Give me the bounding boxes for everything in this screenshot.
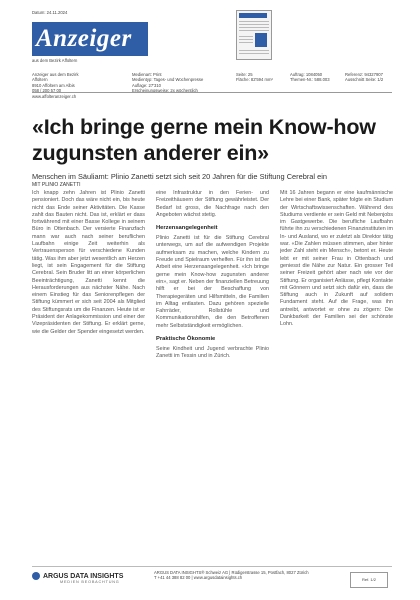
clip-date: Datum: 24.11.2024 <box>32 10 68 15</box>
media-info: Medienart: Print Medientyp: Tages- und Wochenpresse Auflage: 27'310 Erscheinungsweise: 2x wöchentlich <box>132 72 204 94</box>
column-text: Ich knapp zehn Jahren ist Plinio Zanetti pensioniert. Doch das wäre nicht ein, bis heute nicht das Ende seiner Aktivitäten. Die Kasse zahlt das Bauten nicht. Das ist, erklärt er dass fortwährend mit einer Basse Kollege in seinem Büro in Ottenbach. Der versierte Finanzfach mann war auch nach seiner beruflichen Laufbahn einige Zeit weiterhin als Vertrauensperson für verschiedene Kunden tätig. Was ihm aber jetzt wesentlich am Herzen liegt, ist sein Engagement für die Stiftung Cerebral. Sein Bruder litt an einer körperlichen Beeinträchtigung, Zanetti kennt die Herausforderungen aus nächster Nähe. Nach einem Einstieg für das Seniorenpflegen der Stiftung kümmert er sich seit 2004 als Mitglied des Stiftungsrats um die Finanzen. Heute ist er Präsident der Anlagekommission und einer der Vizepräsidenten der Stiftung. Er erklärt gerne, wie die Gelder der Spender eingesetzt werden. <box>32 190 145 335</box>
header-divider <box>32 92 392 93</box>
footer-divider <box>32 566 392 567</box>
footer-code: Ref. 1/2 <box>350 572 388 588</box>
page-info: Seite: 25 Fläche: 82'594 mm² <box>236 72 273 83</box>
order-info: Auftrag: 1084050 Themen-Nr.: 588.003 <box>290 72 330 83</box>
article-column-2 <box>156 190 269 556</box>
newspaper-logo: Anzeiger <box>32 22 148 56</box>
argus-dot-icon <box>32 572 40 580</box>
subheading: Herzensangelegenheit <box>156 225 218 232</box>
subheading: Praktische Ökonomie <box>156 336 216 343</box>
article-headline: «Ich bringe gerne mein Know-how zugunsten anderer ein» <box>32 115 376 165</box>
publisher-info: Anzeiger aus dem Bezirk Affoltern 8910 Affoltern am Albis 058 / 200 57 00 www.affolteranzeiger.ch <box>32 72 79 99</box>
article-author: MIT PLINIO ZANETTI <box>32 182 81 188</box>
article-column-1 <box>32 190 145 556</box>
page-thumbnail <box>236 10 272 60</box>
article-lead: Menschen im Säuliamt: Plinio Zanetti setzt sich seit 20 Jahren für die Stiftung Cerebral ein <box>32 172 327 181</box>
argus-tagline: MEDIEN BEOBACHTUNG <box>60 580 120 584</box>
footer-contact: ARGUS DATA INSIGHTS® Schweiz AG | Rüdigerstrasse 15, Postfach, 8027 Zürich T +41 44 388 82 00 | www.argusdatainsights.ch <box>154 570 309 581</box>
column-text: eine Infrastruktur in den Ferien- und Freizeithäusern der Stiftung gewährleistet. Der Bedarf ist gross, die Nachfrage nach den Angeboten wächst stetig. <box>156 190 269 218</box>
column-text: Plinio Zanetti ist für die Stiftung Cerebral unterwegs, um auf die aufwendigen Projekte aufmerksam zu machen, welche Kindern zu Freude und Spielraum verhelfen. Für ihn ist die Arbeit eine Herzensangelegenheit. «Ich bringe gerne mein Know-how zugunsten anderer ein», sagt er. Neben der finanziellen Betreuung hilft er bei der Beschaffung von Therapiegeräten und Hilfsmitteln, die Familien im Alltag entlasten. Dazu gehören spezielle Fahrräder, Rollstühle und Kommunikationshilfen, die den Betroffenen mehr Selbstständigkeit ermöglichen. <box>156 235 269 329</box>
logo-subtitle: aus dem Bezirk Affoltern <box>32 58 78 63</box>
article-column-3 <box>280 190 393 556</box>
column-text: Seine Kindheit und Jugend verbrachte Plinio Zanetti im Tessin und in Zürich. <box>156 346 269 360</box>
argus-logo: ARGUS DATA INSIGHTS <box>32 572 123 580</box>
reference-info: Referenz: 94327907 Ausschnitt Seite: 1/2 <box>345 72 384 83</box>
column-text: Mit 16 Jahren begann er eine kaufmännische Lehre bei einer Bank, später folgte ein Studium der Wirtschaftswissenschaften. Während des Studiums verdiente er sein Geld mit Nebenjobs im Gastgewerbe. Die berufliche Laufbahn führte ihn zu verschiedenen Finanzinstituten im In- und Ausland, wo er zuletzt als Direktor tätig war. «Die Zahlen müssen stimmen, aber hinter jeder Zahl steht ein Mensch», betont er. Heute lebt er mit seiner Frau in Ottenbach und geniesst die Nähe zur Natur. Ein grosser Teil seiner Freizeit gehört aber nach wie vor der Stiftung. Er organisiert Anlässe, pflegt Kontakte mit Gönnern und setzt sich dafür ein, dass die Stiftung auch in Zukunft auf solidem Fundament steht. Auf die Frage, was ihn antreibt, antwortet er ohne zu zögern: Die Dankbarkeit der Familien sei der schönste Lohn. <box>280 190 393 328</box>
